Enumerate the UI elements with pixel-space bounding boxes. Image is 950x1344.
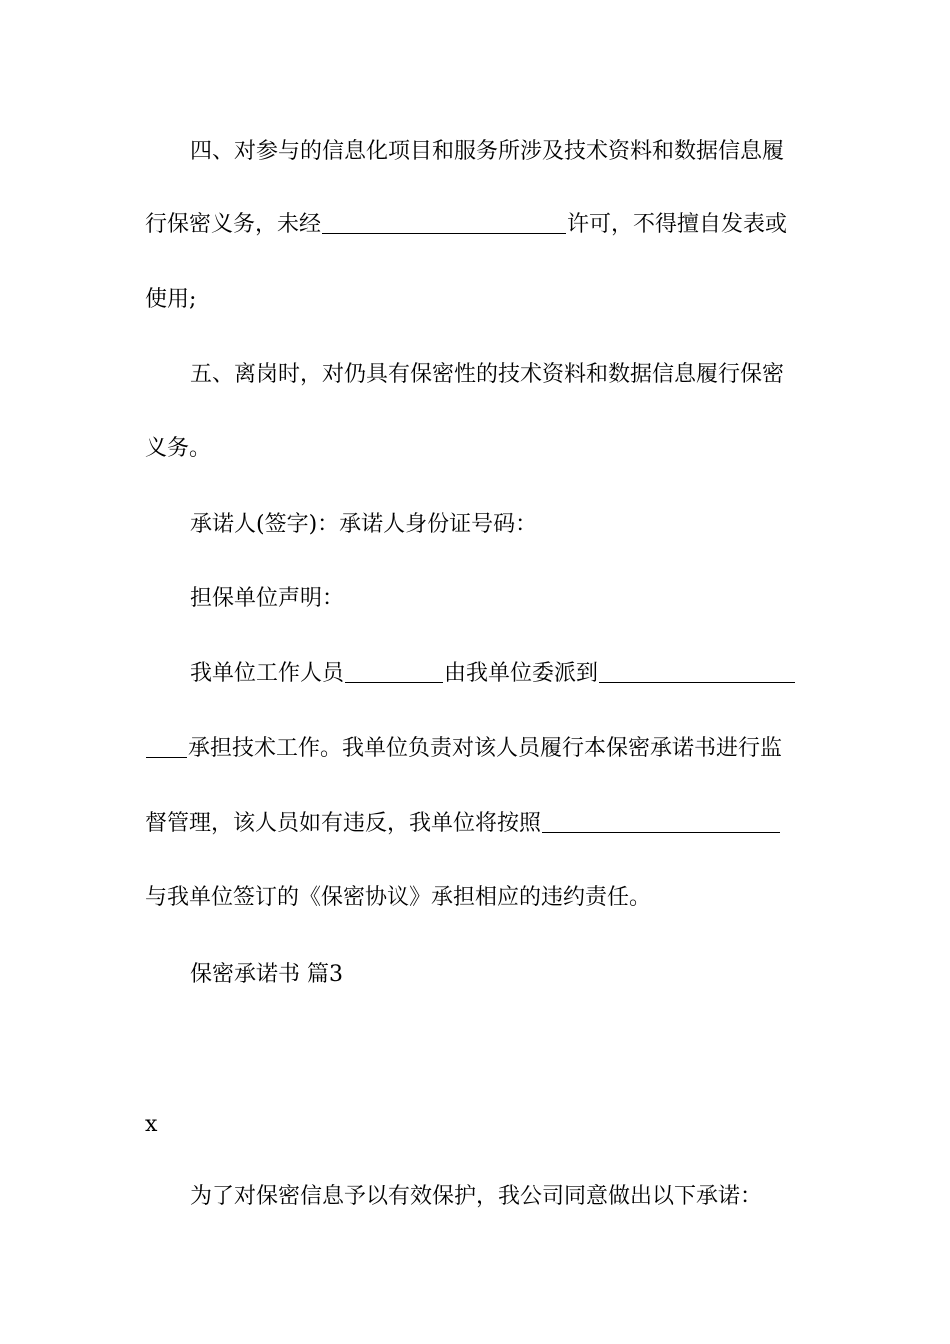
para5-line1 (190, 360, 810, 390)
para4-line2-start: 行保密义务，未经 (145, 212, 322, 237)
guarantor-heading-text: 担保单位声明： (190, 586, 345, 611)
para4-line1 (190, 137, 810, 167)
section-title-text: 保密承诺书 篇3 (190, 962, 343, 987)
fill-blank-staff-name (345, 682, 443, 683)
para5-line2 (145, 434, 810, 464)
stray-mark-text: x (145, 1112, 158, 1137)
guarantor-line1 (190, 659, 810, 689)
stray-mark (145, 1110, 810, 1140)
guarantor-line2-text: 承担技术工作。我单位负责对该人员履行本保密承诺书进行监 (188, 736, 783, 761)
para4-line3-text: 使用; (145, 287, 197, 312)
fill-blank-permission (322, 233, 566, 234)
para4-line2-end: 许可，不得擅自发表或 (567, 212, 788, 237)
para4-line3 (145, 285, 810, 315)
guarantor-line1-start: 我单位工作人员 (190, 661, 345, 686)
intro-line-text: 为了对保密信息予以有效保护，我公司同意做出以下承诺： (190, 1184, 763, 1209)
guarantor-line3-text: 督管理，该人员如有违反，我单位将按照 (145, 811, 542, 836)
guarantor-line2 (145, 734, 810, 764)
fill-blank-assignment (599, 682, 795, 683)
guarantor-line4-text: 与我单位签订的《保密协议》承担相应的违约责任。 (145, 885, 652, 910)
fill-blank-agreement (542, 832, 780, 833)
para5-line2-text: 义务。 (145, 436, 212, 461)
section-title (190, 960, 810, 990)
para4-line2 (145, 210, 810, 240)
guarantor-heading (190, 584, 810, 614)
guarantor-line3 (145, 809, 810, 839)
intro-line (190, 1182, 810, 1212)
para5-line1-text: 五、离岗时，对仍具有保密性的技术资料和数据信息履行保密 (190, 362, 785, 387)
guarantor-line1-middle: 由我单位委派到 (444, 661, 599, 686)
fill-blank-assignment-cont (146, 757, 187, 758)
signature-line (190, 510, 810, 540)
para4-line1-text: 四、对参与的信息化项目和服务所涉及技术资料和数据信息履 (190, 139, 785, 164)
guarantor-line4 (145, 883, 810, 913)
signature-line-text: 承诺人(签字)：承诺人身份证号码： (190, 512, 538, 537)
